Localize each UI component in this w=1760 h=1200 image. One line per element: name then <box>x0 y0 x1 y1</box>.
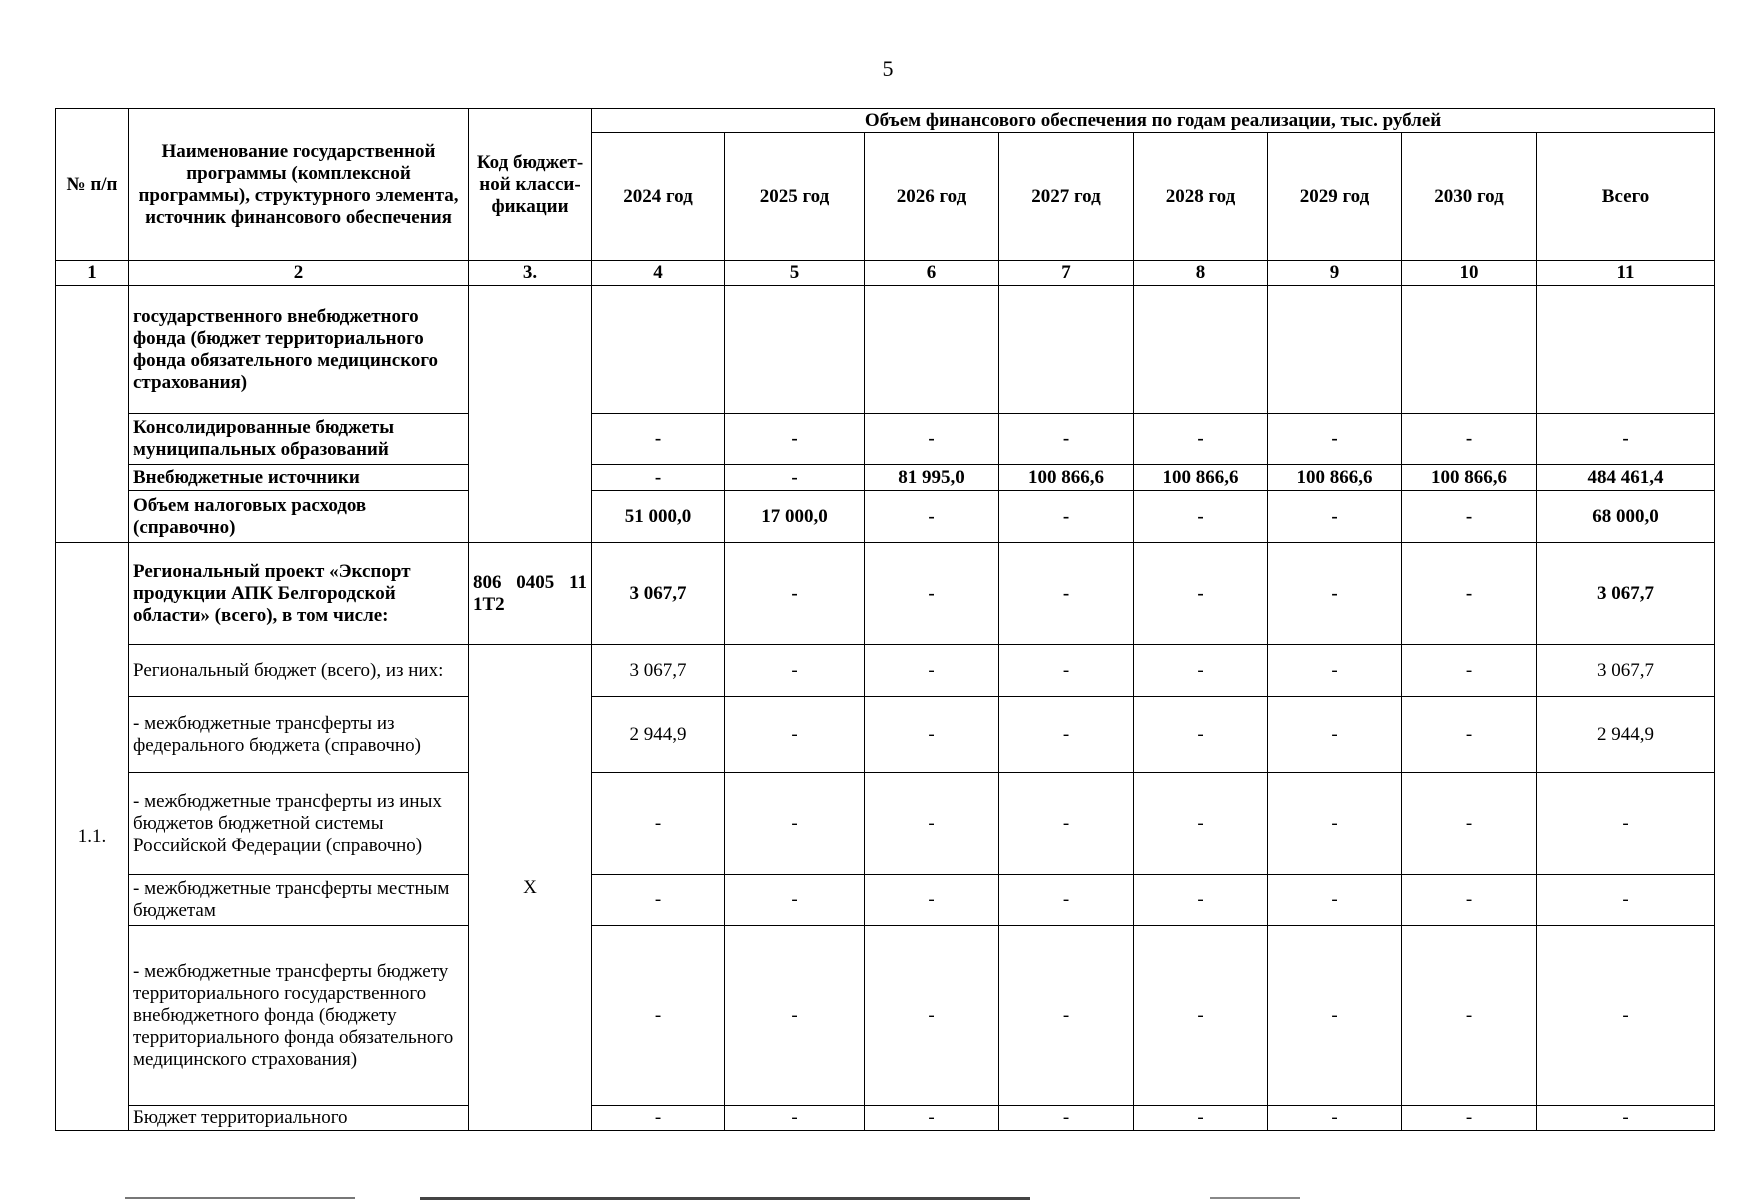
cell-value: - <box>1537 1106 1715 1131</box>
cell-value: - <box>592 875 725 926</box>
cell-value: - <box>1268 926 1402 1106</box>
cell-value: - <box>1134 875 1268 926</box>
row-name: - межбюджетные трансферты бюджету территориального государственного внебюджетного фонда (бюджету территориального фонда обязательного медицинского страхования) <box>129 926 469 1106</box>
column-index: 4 <box>592 261 725 286</box>
cell-value: - <box>1268 645 1402 697</box>
cell-value: - <box>999 414 1134 465</box>
cell-value: - <box>1537 414 1715 465</box>
column-index: 6 <box>865 261 999 286</box>
cell-value: - <box>1134 414 1268 465</box>
cell-value: - <box>865 875 999 926</box>
table-row <box>56 414 1715 465</box>
cell-value: - <box>865 414 999 465</box>
cell-value: - <box>725 414 865 465</box>
table-row <box>56 875 1715 926</box>
row-code: 806 0405 11 1Т2 <box>469 543 592 645</box>
cell-value: 2 944,9 <box>592 697 725 773</box>
column-index: 5 <box>725 261 865 286</box>
cell-value: - <box>725 926 865 1106</box>
scan-artifact-line <box>1210 1197 1300 1199</box>
table-row <box>56 1106 1715 1131</box>
column-index: 9 <box>1268 261 1402 286</box>
cell-value: - <box>1402 414 1537 465</box>
column-index: 3. <box>469 261 592 286</box>
cell-value: - <box>999 645 1134 697</box>
row-name: Внебюджетные источники <box>129 465 469 491</box>
cell-value: - <box>1537 875 1715 926</box>
header-year: 2030 год <box>1402 133 1537 261</box>
cell-value: - <box>1134 543 1268 645</box>
cell-value: - <box>1268 875 1402 926</box>
header-year: 2024 год <box>592 133 725 261</box>
header-year: 2025 год <box>725 133 865 261</box>
scan-artifact-line <box>125 1197 355 1199</box>
cell-value <box>865 286 999 414</box>
cell-value: - <box>999 697 1134 773</box>
cell-value: - <box>999 491 1134 543</box>
table-row <box>56 286 1715 414</box>
cell-value: - <box>865 645 999 697</box>
cell-value: - <box>1134 926 1268 1106</box>
table-row <box>56 465 1715 491</box>
row-name: Региональный бюджет (всего), из них: <box>129 645 469 697</box>
table-row <box>56 645 1715 697</box>
cell-value: - <box>592 465 725 491</box>
column-index: 10 <box>1402 261 1537 286</box>
cell-value: - <box>1268 773 1402 875</box>
cell-value <box>999 286 1134 414</box>
cell-value: - <box>1402 491 1537 543</box>
cell-value: - <box>865 491 999 543</box>
cell-value: 3 067,7 <box>1537 645 1715 697</box>
cell-value: - <box>1268 414 1402 465</box>
cell-value: 51 000,0 <box>592 491 725 543</box>
row-name: Объем налоговых расходов (справочно) <box>129 491 469 543</box>
column-index: 11 <box>1537 261 1715 286</box>
cell-value: - <box>865 773 999 875</box>
cell-value: - <box>1402 926 1537 1106</box>
page-number: 5 <box>882 56 894 81</box>
column-index: 8 <box>1134 261 1268 286</box>
header-year: 2027 год <box>999 133 1134 261</box>
column-index: 2 <box>129 261 469 286</box>
row-code: Х <box>469 645 592 1131</box>
cell-value: - <box>725 645 865 697</box>
cell-value: - <box>1134 645 1268 697</box>
cell-value: - <box>999 773 1134 875</box>
cell-value: - <box>592 926 725 1106</box>
header-year: 2029 год <box>1268 133 1402 261</box>
cell-value: - <box>999 875 1134 926</box>
cell-value <box>1402 286 1537 414</box>
cell-value: - <box>1134 491 1268 543</box>
table-row <box>56 773 1715 875</box>
cell-value: - <box>592 773 725 875</box>
cell-value: - <box>1537 926 1715 1106</box>
cell-value: 3 067,7 <box>1537 543 1715 645</box>
cell-value <box>725 286 865 414</box>
row-name: государственного внебюджетного фонда (бюджет территориального фонда обязательного медицинского страхования) <box>129 286 469 414</box>
column-index: 7 <box>999 261 1134 286</box>
header-financing-group: Объем финансового обеспечения по годам реализации, тыс. рублей <box>592 109 1715 133</box>
cell-value: - <box>999 926 1134 1106</box>
row-name: - межбюджетные трансферты из федерального бюджета (справочно) <box>129 697 469 773</box>
table-row <box>56 491 1715 543</box>
cell-value: - <box>1268 543 1402 645</box>
row-num: 1.1. <box>56 543 129 1131</box>
cell-value: - <box>999 543 1134 645</box>
column-index: 1 <box>56 261 129 286</box>
cell-value: - <box>1134 773 1268 875</box>
header-year: 2028 год <box>1134 133 1268 261</box>
cell-value: - <box>865 543 999 645</box>
header-total: Всего <box>1537 133 1715 261</box>
cell-value: - <box>1402 875 1537 926</box>
cell-value <box>592 286 725 414</box>
cell-value: 484 461,4 <box>1537 465 1715 491</box>
cell-value: 68 000,0 <box>1537 491 1715 543</box>
cell-value: - <box>865 697 999 773</box>
cell-value: - <box>1402 697 1537 773</box>
row-num <box>56 286 129 543</box>
cell-value: 2 944,9 <box>1537 697 1715 773</box>
cell-value: - <box>999 1106 1134 1131</box>
financing-table <box>55 108 1715 1131</box>
row-name: Региональный проект «Экспорт продукции АПК Белгородской области» (всего), в том числе: <box>129 543 469 645</box>
cell-value: - <box>1402 773 1537 875</box>
cell-value: - <box>725 543 865 645</box>
cell-value: - <box>725 773 865 875</box>
cell-value: 3 067,7 <box>592 645 725 697</box>
header-name: Наименование государственной программы (комплексной программы), структурного элемента, источник финансового обеспечения <box>129 109 469 261</box>
cell-value: - <box>725 697 865 773</box>
header-num: № п/п <box>56 109 129 261</box>
cell-value: - <box>725 1106 865 1131</box>
cell-value: - <box>1402 645 1537 697</box>
row-name: Консолидированные бюджеты муниципальных образований <box>129 414 469 465</box>
cell-value: - <box>725 465 865 491</box>
cell-value: - <box>1134 697 1268 773</box>
cell-value: - <box>865 926 999 1106</box>
cell-value: 100 866,6 <box>1402 465 1537 491</box>
cell-value: 100 866,6 <box>1268 465 1402 491</box>
cell-value: 100 866,6 <box>999 465 1134 491</box>
cell-value: 3 067,7 <box>592 543 725 645</box>
header-code: Код бюджет-ной класси-фикации <box>469 109 592 261</box>
cell-value: 81 995,0 <box>865 465 999 491</box>
row-name: - межбюджетные трансферты местным бюджетам <box>129 875 469 926</box>
cell-value: - <box>1537 773 1715 875</box>
cell-value: - <box>1268 697 1402 773</box>
table-row <box>56 697 1715 773</box>
cell-value: - <box>592 1106 725 1131</box>
cell-value <box>1537 286 1715 414</box>
cell-value: - <box>592 414 725 465</box>
row-code <box>469 286 592 543</box>
cell-value: - <box>865 1106 999 1131</box>
cell-value: - <box>1402 1106 1537 1131</box>
cell-value: - <box>1268 1106 1402 1131</box>
cell-value: - <box>1402 543 1537 645</box>
cell-value: - <box>1134 1106 1268 1131</box>
row-name: - межбюджетные трансферты из иных бюджетов бюджетной системы Российской Федерации (справочно) <box>129 773 469 875</box>
table-row <box>56 543 1715 645</box>
cell-value: 17 000,0 <box>725 491 865 543</box>
cell-value <box>1134 286 1268 414</box>
row-name: Бюджет территориального <box>129 1106 469 1131</box>
table-row <box>56 926 1715 1106</box>
cell-value: - <box>1268 491 1402 543</box>
header-year: 2026 год <box>865 133 999 261</box>
cell-value: 100 866,6 <box>1134 465 1268 491</box>
cell-value <box>1268 286 1402 414</box>
cell-value: - <box>725 875 865 926</box>
